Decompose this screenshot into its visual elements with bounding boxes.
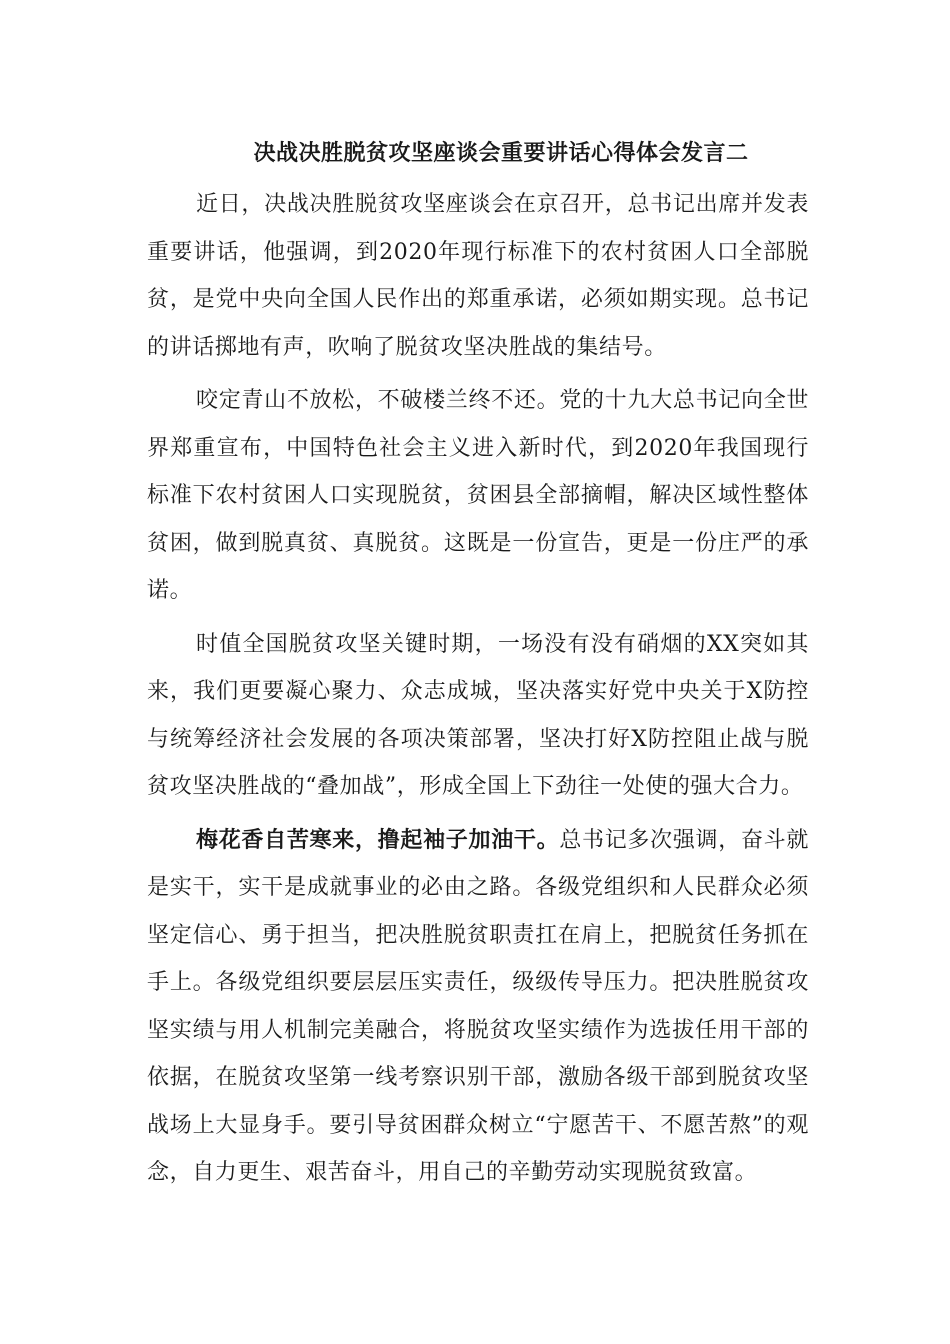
paragraph-4-text: 总书记多次强调，奋斗就是实干，实干是成就事业的必由之路。各级党组织和人民群众必须坚定信心、勇于担当，把决胜脱贫职责扛在肩上，把脱贫任务抓在手上。各级党组织要层层压实责任，级级传导压力。把决胜脱贫攻坚实绩与用人机制完美融合，将脱贫攻坚实绩作为选拔任用干部的依据，在脱贫攻坚第一线考察识别干部，激励各级干部到脱贫攻坚战场上大显身手。要引导贫困群众树立“宁愿苦干、不愿苦熬”的观念，自力更生、艰苦奋斗，用自己的辛勤劳动实现脱贫致富。 (147, 827, 809, 1185)
paragraph-1-text: 近日，决战决胜脱贫攻坚座谈会在京召开，总书记出席并发表重要讲话，他强调，到2020年现行标准下的农村贫困人口全部脱贫，是党中央向全国人民作出的郑重承诺，必须如期实现。总书记的讲话掷地有声，吹响了脱贫攻坚决胜战的集结号。 (147, 192, 809, 360)
paragraph-4-lead: 梅花香自苦寒来，撸起袖子加油干。 (196, 826, 560, 853)
paragraph-2 (147, 377, 809, 615)
document-body (147, 181, 809, 1197)
paragraph-3 (147, 621, 809, 811)
paragraph-2-text: 咬定青山不放松，不破楼兰终不还。党的十九大总书记向全世界郑重宣布，中国特色社会主义进入新时代，到2020年我国现行标准下农村贫困人口实现脱贫，贫困县全部摘帽，解决区域性整体贫困，做到脱真贫、真脱贫。这既是一份宣告，更是一份庄严的承诺。 (147, 388, 809, 603)
paragraph-4 (147, 817, 809, 1197)
document-title: 决战决胜脱贫攻坚座谈会重要讲话心得体会发言二 (253, 140, 749, 166)
paragraph-1 (147, 181, 809, 371)
paragraph-3-text: 时值全国脱贫攻坚关键时期，一场没有没有硝烟的XX突如其来，我们更要凝心聚力、众志成城，坚决落实好党中央关于X防控与统筹经济社会发展的各项决策部署，坚决打好X防控阻止战与脱贫攻坚决胜战的“叠加战”，形成全国上下劲往一处使的强大合力。 (147, 631, 809, 799)
